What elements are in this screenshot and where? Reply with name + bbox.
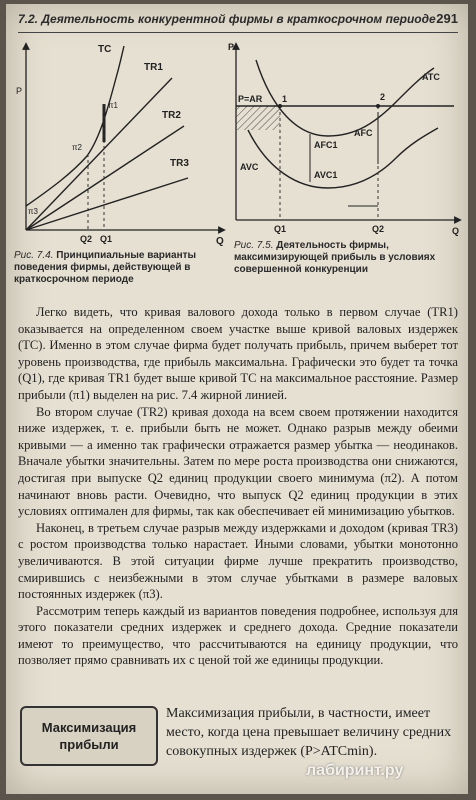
- margin-term-box: [20, 706, 158, 766]
- y-axis-label: P: [16, 86, 23, 96]
- point-2-marker: [376, 104, 380, 108]
- point-1-marker: [278, 104, 282, 108]
- book-page: [6, 4, 468, 794]
- page-header: [18, 10, 458, 33]
- caption-number: Рис. 7.5.: [234, 240, 274, 251]
- point-2-label: 2: [380, 92, 386, 102]
- point-1-label: 1: [282, 94, 288, 104]
- definition-text: Максимизация прибыли, в частности, имеет место, когда цена превышает величину средних совокупных издержек (P>ATCmin).: [166, 706, 452, 759]
- x-axis-label: Q: [452, 226, 460, 236]
- x-axis-label: Q: [216, 236, 224, 247]
- figure-7-5-caption: [234, 240, 458, 276]
- q1-label: Q1: [100, 234, 113, 244]
- page-number: 291: [436, 11, 458, 26]
- atc-label: ATC: [422, 72, 440, 82]
- loss-area: [236, 106, 280, 130]
- watermark: лабиринт.ру: [306, 762, 404, 779]
- avc1-label: AVC1: [314, 170, 338, 180]
- y-axis-label: P: [228, 42, 235, 52]
- figure-7-4-caption: [14, 250, 224, 286]
- caption-text: Принципиальные варианты поведения фирмы, действующей в краткосрочном периоде: [14, 250, 197, 285]
- pi2-label: π2: [72, 143, 82, 152]
- paragraph-1: Легко видеть, что кривая валового дохода только в первом случае (TR1) оказывается на определенном своем участке выше кривой валовых издержек (TC). Именно в этом случае фирма будет получать прибыль, причем выберет тот уровень производства, где прибыль максимальна. Графически это будет та точка (Q1), где кривая TR1 будет выше кривой TC на максимальное расстояние. Размер прибыли (π1) выделен на рис. 7.4 жирной линией.: [18, 305, 458, 402]
- afc1-label: AFC1: [314, 140, 338, 150]
- caption-number: Рис. 7.4.: [14, 250, 54, 261]
- figure-7-4-graph: [12, 38, 228, 248]
- running-title: 7.2. Деятельность конкурентной фирмы в краткосрочном периоде: [18, 12, 436, 26]
- q1-label: Q1: [274, 224, 287, 234]
- caption-text: Деятельность фирмы, максимизирующей прибыль в условиях совершенной конкуренции: [234, 240, 436, 275]
- q2-label: Q2: [80, 234, 93, 244]
- paragraph-2: Во втором случае (TR2) кривая дохода на всем своем протяжении находится ниже издержек, т. е. прибыли быть не может. Однако разрыв между обеими кривыми — а именно так графически отражается размер убытка — неодинаков. Вначале убытки значительны. Затем по мере роста производства они снижаются, достигая при выпуске Q2 единиц продукции своего минимума (π2). А потом начинают вновь расти. Очевидно, что выпуск Q2 единиц продукции в этих условиях оптимален для фирмы, так как обеспечивает ей минимизацию убытков.: [18, 404, 458, 519]
- margin-term-label: Максимизация прибыли: [41, 720, 137, 752]
- p-ar-label: P=AR: [238, 94, 263, 104]
- tc-label: TC: [98, 44, 112, 55]
- figure-7-5-graph: [228, 40, 464, 236]
- body-text: [18, 304, 458, 669]
- pi3-label: π3: [28, 207, 38, 216]
- q2-label: Q2: [372, 224, 385, 234]
- afc-label: AFC: [354, 128, 373, 138]
- paragraph-3: Наконец, в третьем случае разрыв между издержками и доходом (кривая TR3) с ростом производства только нарастает. Иными словами, убытки монотонно увеличиваются. В этой ситуации фирме лучше прекратить производство, смирившись с неизбежными в этом случае убытками в размере валовых постоянных издержек (π3).: [18, 520, 458, 602]
- tr1-label: TR1: [144, 62, 163, 73]
- tr3-label: TR3: [170, 158, 189, 169]
- tc-curve: [26, 46, 124, 206]
- avc-label: AVC: [240, 162, 259, 172]
- avc-curve: [248, 128, 438, 188]
- pi1-label: π1: [108, 101, 118, 110]
- paragraph-4: Рассмотрим теперь каждый из вариантов поведения подробнее, используя для этого показатели средних издержек и среднего дохода. Средние показатели имеют то преимущество, что рассчитываются на единицу продукции, что позволяет прямо сравнивать их с ценой той же единицы продукции.: [18, 603, 458, 668]
- tr2-label: TR2: [162, 110, 181, 121]
